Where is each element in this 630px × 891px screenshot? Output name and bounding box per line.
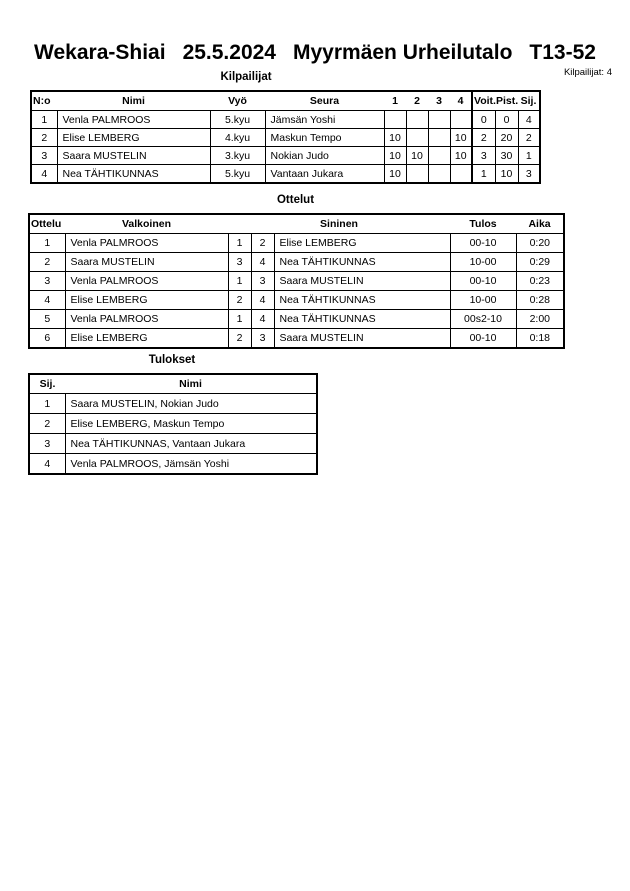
cell-name: Elise LEMBERG	[57, 129, 210, 147]
cell-r3	[428, 165, 450, 184]
table-row	[29, 434, 317, 454]
cell-result: 10-00	[450, 253, 516, 272]
col-header-name: Nimi	[65, 374, 317, 394]
cell-no: 4	[31, 165, 57, 184]
cell-white-name: Elise LEMBERG	[65, 329, 228, 349]
cell-blue-no: 3	[251, 272, 274, 291]
cell-belt: 5.kyu	[210, 111, 265, 129]
cell-name: Nea TÄHTIKUNNAS	[57, 165, 210, 184]
cell-wins: 3	[472, 147, 495, 165]
cell-club: Jämsän Yoshi	[265, 111, 384, 129]
competitor-count: Kilpailijat: 4	[563, 67, 612, 78]
cell-blue-name: Saara MUSTELIN	[274, 329, 450, 349]
cell-place: 3	[518, 165, 540, 184]
table-row	[29, 414, 317, 434]
section-title-competitors: Kilpailijat	[220, 71, 272, 83]
col-header-name: Nimi	[57, 91, 210, 111]
cell-white-no: 1	[228, 234, 251, 253]
col-header-club: Seura	[265, 91, 384, 111]
col-header-place: Sij.	[518, 91, 540, 111]
matches-header-row	[29, 214, 564, 234]
cell-time: 0:28	[516, 291, 564, 310]
cell-place: 3	[29, 434, 65, 454]
cell-white-no: 1	[228, 272, 251, 291]
cell-place: 1	[518, 147, 540, 165]
table-row	[31, 165, 540, 184]
cell-white-no: 3	[228, 253, 251, 272]
col-header-place: Sij.	[29, 374, 65, 394]
cell-match-no: 3	[29, 272, 65, 291]
cell-place: 1	[29, 394, 65, 414]
cell-wins: 1	[472, 165, 495, 184]
cell-points: 0	[495, 111, 518, 129]
cell-name: Saara MUSTELIN, Nokian Judo	[65, 394, 317, 414]
cell-r2	[406, 165, 428, 184]
cell-blue-no: 4	[251, 253, 274, 272]
cell-match-no: 2	[29, 253, 65, 272]
cell-blue-no: 4	[251, 310, 274, 329]
table-row	[29, 454, 317, 475]
cell-white-name: Venla PALMROOS	[65, 272, 228, 291]
section-title-matches: Ottelut	[276, 194, 315, 206]
cell-r2	[406, 111, 428, 129]
cell-club: Nokian Judo	[265, 147, 384, 165]
cell-white-no: 2	[228, 329, 251, 349]
col-header-time: Aika	[516, 214, 564, 234]
cell-place: 4	[518, 111, 540, 129]
cell-result: 00-10	[450, 272, 516, 291]
cell-no: 2	[31, 129, 57, 147]
cell-match-no: 6	[29, 329, 65, 349]
competitors-table	[30, 90, 541, 184]
cell-r1: 10	[384, 129, 406, 147]
cell-belt: 3.kyu	[210, 147, 265, 165]
col-header-no: N:o	[31, 91, 57, 111]
cell-points: 30	[495, 147, 518, 165]
cell-white-name: Saara MUSTELIN	[65, 253, 228, 272]
cell-r1: 10	[384, 165, 406, 184]
cell-match-no: 5	[29, 310, 65, 329]
cell-time: 2:00	[516, 310, 564, 329]
cell-place: 2	[29, 414, 65, 434]
cell-blue-no: 4	[251, 291, 274, 310]
page-title	[0, 41, 630, 65]
cell-place: 4	[29, 454, 65, 475]
cell-club: Maskun Tempo	[265, 129, 384, 147]
table-row	[29, 310, 564, 329]
cell-points: 20	[495, 129, 518, 147]
col-header-match: Ottelu	[29, 214, 65, 234]
col-header-wins: Voit.	[472, 91, 495, 111]
cell-white-name: Elise LEMBERG	[65, 291, 228, 310]
cell-blue-name: Elise LEMBERG	[274, 234, 450, 253]
results-header-row	[29, 374, 317, 394]
cell-r4: 10	[450, 129, 472, 147]
cell-points: 10	[495, 165, 518, 184]
cell-blue-name: Nea TÄHTIKUNNAS	[274, 310, 450, 329]
cell-time: 0:23	[516, 272, 564, 291]
col-header-r1: 1	[384, 91, 406, 111]
cell-blue-no: 3	[251, 329, 274, 349]
table-row	[29, 253, 564, 272]
table-row	[31, 111, 540, 129]
cell-white-name: Venla PALMROOS	[65, 310, 228, 329]
cell-name: Saara MUSTELIN	[57, 147, 210, 165]
cell-result: 00s2-10	[450, 310, 516, 329]
cell-place: 2	[518, 129, 540, 147]
matches-table	[28, 213, 565, 349]
cell-blue-name: Saara MUSTELIN	[274, 272, 450, 291]
cell-time: 0:20	[516, 234, 564, 253]
title-venue: Myyrmäen Urheilutalo	[293, 41, 513, 64]
cell-belt: 4.kyu	[210, 129, 265, 147]
cell-no: 3	[31, 147, 57, 165]
col-header-blue: Sininen	[228, 214, 450, 234]
cell-wins: 0	[472, 111, 495, 129]
table-row	[31, 129, 540, 147]
cell-club: Vantaan Jukara	[265, 165, 384, 184]
table-row	[29, 291, 564, 310]
cell-name: Elise LEMBERG, Maskun Tempo	[65, 414, 317, 434]
col-header-result: Tulos	[450, 214, 516, 234]
cell-blue-no: 2	[251, 234, 274, 253]
col-header-r3: 3	[428, 91, 450, 111]
cell-r4: 10	[450, 147, 472, 165]
cell-white-name: Venla PALMROOS	[65, 234, 228, 253]
col-header-points: Pist.	[495, 91, 518, 111]
cell-r2: 10	[406, 147, 428, 165]
cell-r1	[384, 111, 406, 129]
cell-white-no: 2	[228, 291, 251, 310]
cell-time: 0:29	[516, 253, 564, 272]
cell-r3	[428, 147, 450, 165]
table-row	[29, 234, 564, 253]
table-row	[31, 147, 540, 165]
cell-match-no: 4	[29, 291, 65, 310]
cell-match-no: 1	[29, 234, 65, 253]
cell-r2	[406, 129, 428, 147]
cell-r3	[428, 111, 450, 129]
cell-white-no: 1	[228, 310, 251, 329]
cell-r1: 10	[384, 147, 406, 165]
col-header-r2: 2	[406, 91, 428, 111]
table-row	[29, 394, 317, 414]
cell-result: 10-00	[450, 291, 516, 310]
col-header-white: Valkoinen	[65, 214, 228, 234]
competitors-header-row	[31, 91, 540, 111]
section-title-results: Tulokset	[148, 354, 196, 366]
title-category: T13-52	[529, 41, 596, 64]
cell-r3	[428, 129, 450, 147]
col-header-r4: 4	[450, 91, 472, 111]
cell-result: 00-10	[450, 234, 516, 253]
results-table	[28, 373, 318, 475]
cell-r4	[450, 165, 472, 184]
cell-no: 1	[31, 111, 57, 129]
title-event: Wekara-Shiai	[34, 41, 166, 64]
cell-r4	[450, 111, 472, 129]
cell-blue-name: Nea TÄHTIKUNNAS	[274, 253, 450, 272]
cell-wins: 2	[472, 129, 495, 147]
table-row	[29, 272, 564, 291]
cell-time: 0:18	[516, 329, 564, 349]
cell-belt: 5.kyu	[210, 165, 265, 184]
cell-name: Venla PALMROOS, Jämsän Yoshi	[65, 454, 317, 475]
col-header-belt: Vyö	[210, 91, 265, 111]
cell-name: Venla PALMROOS	[57, 111, 210, 129]
cell-result: 00-10	[450, 329, 516, 349]
cell-name: Nea TÄHTIKUNNAS, Vantaan Jukara	[65, 434, 317, 454]
table-row	[29, 329, 564, 349]
cell-blue-name: Nea TÄHTIKUNNAS	[274, 291, 450, 310]
title-date: 25.5.2024	[182, 41, 276, 64]
